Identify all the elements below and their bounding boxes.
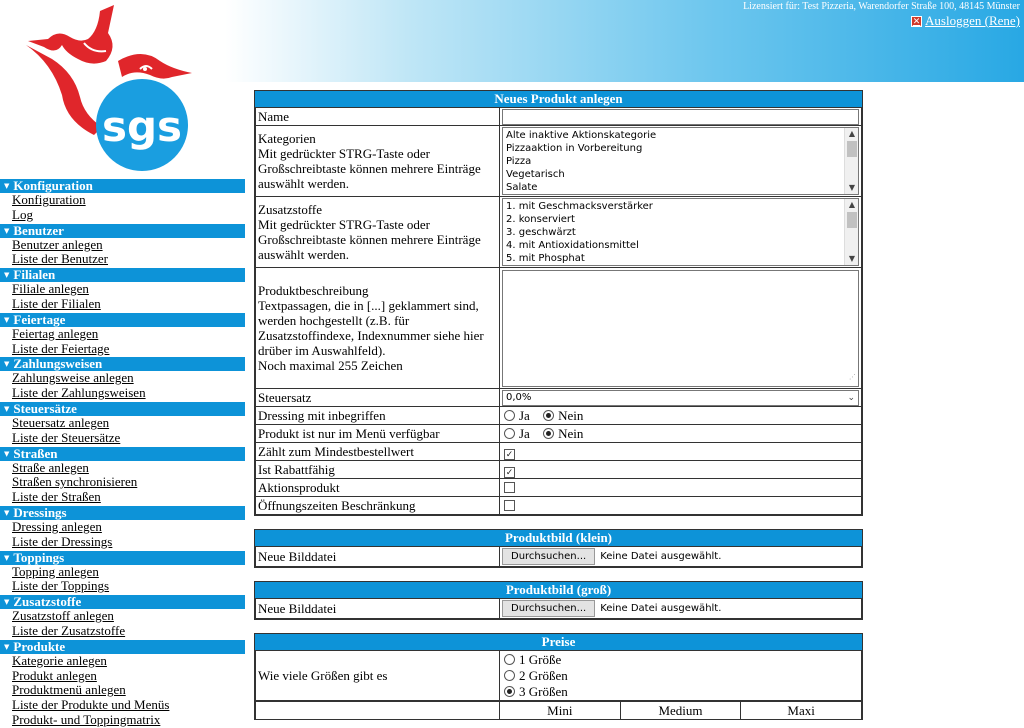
price-column-maxi: Maxi (741, 702, 862, 720)
image-small-status: Keine Datei ausgewählt. (600, 551, 722, 562)
sidebar-link[interactable]: Zusatzstoff anlegen (12, 608, 114, 624)
list-option[interactable]: Alte inaktive Aktionskategorie (506, 130, 657, 141)
sidebar-link[interactable]: Straßen synchronisieren (12, 474, 138, 490)
dressing-yes-radio[interactable] (504, 410, 515, 421)
categories-listbox[interactable] (502, 127, 859, 195)
tax-value: 0,0% (506, 391, 532, 403)
sidebar-link[interactable]: Konfiguration (12, 192, 86, 207)
prices-title: Preise (255, 634, 862, 650)
sidebar-section-header[interactable] (0, 313, 245, 327)
image-small-label: Neue Bilddatei (256, 547, 500, 567)
chevron-down-icon: ▼ (4, 598, 10, 607)
discount-label: Ist Rabattfähig (256, 461, 500, 479)
size-option (502, 652, 859, 668)
list-option[interactable]: Pizzaaktion in Vorbereitung (506, 143, 643, 154)
sizes-label: Wie viele Größen gibt es (256, 651, 500, 701)
chevron-down-icon: ▼ (4, 226, 10, 235)
prices-panel (254, 633, 863, 720)
menu-only-yes-radio[interactable] (504, 428, 515, 439)
chevron-down-icon: ▼ (4, 508, 10, 517)
list-option[interactable]: 5. mit Phosphat (506, 253, 585, 264)
menu-only-yes-label: Ja (519, 426, 530, 441)
size-option-label: 1 Größe (519, 651, 562, 667)
license-text: Lizensiert für: Test Pizzeria, Warendorfer Straße 100, 48145 Münster (743, 1, 1020, 12)
chevron-down-icon: ▼ (4, 271, 10, 280)
sidebar-section-header[interactable] (0, 447, 245, 461)
sidebar-link[interactable]: Liste der Steuersätze (12, 429, 121, 445)
tax-label: Steuersatz (256, 389, 500, 407)
image-large-status: Keine Datei ausgewählt. (600, 603, 722, 614)
dressing-label: Dressing mit inbegriffen (256, 407, 500, 425)
list-option[interactable]: Vegetarisch (506, 169, 565, 180)
chevron-down-icon: ▼ (4, 360, 10, 369)
sidebar-section-title: Produkte (13, 638, 66, 654)
logout-label: Ausloggen (Rene) (925, 13, 1020, 28)
sgs-logo (22, 3, 202, 173)
sidebar-section-header[interactable] (0, 402, 245, 416)
sidebar-nav (0, 178, 245, 728)
sidebar-link[interactable]: Zahlungsweise anlegen (12, 370, 134, 386)
chevron-down-icon: ▼ (4, 404, 10, 413)
sidebar-section-header[interactable] (0, 506, 245, 520)
size-radio[interactable] (504, 686, 515, 697)
menu-only-label: Produkt ist nur im Menü verfügbar (256, 425, 500, 443)
menu-only-no-radio[interactable] (543, 428, 554, 439)
chevron-down-icon: ▼ (4, 553, 10, 562)
sidebar-section-header[interactable] (0, 640, 245, 654)
additives-scrollbar[interactable]: ▲ ▼ (844, 199, 858, 265)
image-large-panel (254, 581, 863, 620)
sidebar-link[interactable]: Produkt- und Toppingmatrix (12, 711, 161, 727)
sidebar-link[interactable]: Liste der Produkte und Menüs (12, 697, 170, 713)
panel-title: Neues Produkt anlegen (255, 91, 862, 107)
sidebar-link[interactable]: Produktmenü anlegen (12, 682, 126, 698)
sidebar-link[interactable]: Dressing anlegen (12, 518, 102, 534)
size-option-label: 3 Größen (519, 683, 568, 699)
description-limit: Noch maximal 255 Zeichen (258, 358, 403, 373)
image-small-browse-button[interactable]: Durchsuchen... (502, 548, 595, 565)
promo-checkbox[interactable] (504, 482, 515, 493)
sidebar-link[interactable]: Log (12, 206, 33, 222)
size-radio[interactable] (504, 670, 515, 681)
list-option[interactable]: Pizza (506, 156, 532, 167)
sidebar-link[interactable]: Topping anlegen (12, 563, 99, 579)
list-option[interactable]: 3. geschwärzt (506, 227, 576, 238)
image-small-panel (254, 529, 863, 568)
image-small-title: Produktbild (klein) (255, 530, 862, 546)
discount-checkbox[interactable]: ✓ (505, 467, 514, 478)
sidebar-section-title: Toppings (13, 549, 65, 565)
size-option (502, 668, 859, 684)
sidebar-section-title: Zahlungsweisen (13, 356, 103, 372)
name-input[interactable] (502, 109, 859, 125)
tax-select[interactable] (502, 390, 859, 406)
close-icon: ✕ (912, 16, 921, 27)
sidebar-section-header[interactable] (0, 595, 245, 609)
chevron-down-icon: ⌄ (847, 392, 855, 403)
name-label: Name (256, 108, 500, 126)
new-product-panel (254, 90, 863, 516)
sidebar-section-header[interactable] (0, 357, 245, 371)
description-textarea[interactable]: ⋰ (502, 270, 859, 387)
sidebar-link[interactable]: Liste der Benutzer (12, 251, 109, 267)
menu-only-no-label: Nein (558, 426, 584, 441)
sidebar-link[interactable]: Liste der Toppings (12, 578, 110, 594)
sidebar-link[interactable]: Kategorie anlegen (12, 652, 107, 668)
chevron-down-icon: ▼ (4, 182, 10, 190)
sidebar-link[interactable]: Feiertag anlegen (12, 325, 99, 341)
dressing-no-radio[interactable] (543, 410, 554, 421)
sidebar-section-title: Filialen (13, 267, 56, 283)
sidebar-link[interactable]: Liste der Dressings (12, 533, 113, 549)
chevron-down-icon: ▼ (4, 642, 10, 651)
sidebar-section-title: Benutzer (13, 222, 64, 238)
description-label: Produktbeschreibung (258, 283, 369, 298)
sidebar-section-title: Konfiguration (13, 178, 93, 193)
sidebar-link[interactable]: Liste der Zusatzstoffe (12, 622, 126, 638)
sidebar-link[interactable]: Produkt anlegen (12, 667, 97, 683)
sidebar-section-title: Feiertage (13, 311, 66, 327)
image-large-title: Produktbild (groß) (255, 582, 862, 598)
dressing-yes-label: Ja (519, 408, 530, 423)
chevron-down-icon: ▼ (4, 449, 10, 458)
price-column-medium: Medium (620, 702, 741, 720)
sidebar-link[interactable]: Filiale anlegen (12, 281, 89, 297)
logout-link[interactable] (911, 13, 1020, 29)
sidebar-section-title: Steuersätze (13, 400, 77, 416)
sidebar-link[interactable]: Liste der Filialen (12, 295, 101, 311)
sidebar-section-header[interactable] (0, 224, 245, 238)
sidebar-section-header[interactable] (0, 268, 245, 282)
size-radio[interactable] (504, 654, 515, 665)
sidebar-link[interactable]: Liste der Zahlungsweisen (12, 385, 146, 401)
hours-checkbox[interactable] (504, 500, 515, 511)
categories-label: Kategorien (258, 131, 316, 146)
min-order-checkbox[interactable]: ✓ (505, 449, 514, 460)
prices-spacer (256, 702, 500, 720)
list-option[interactable]: Salate (506, 182, 538, 193)
size-option (502, 684, 859, 700)
sizes-options (500, 651, 862, 701)
logo-text: sgs (101, 102, 183, 151)
additives-listbox[interactable] (502, 198, 859, 266)
list-option[interactable]: 1. mit Geschmacksverstärker (506, 201, 653, 212)
sidebar-section-header[interactable] (0, 551, 245, 565)
size-option-label: 2 Größen (519, 667, 568, 683)
chevron-down-icon: ▼ (4, 315, 10, 324)
price-column-mini: Mini (500, 702, 621, 720)
sidebar-link[interactable]: Benutzer anlegen (12, 236, 103, 252)
sidebar-section-header[interactable] (0, 179, 245, 193)
sidebar-link[interactable]: Liste der Straßen (12, 489, 101, 505)
sidebar-section-title: Zusatzstoffe (13, 594, 82, 610)
sidebar-section-title: Dressings (13, 504, 67, 520)
additives-hint: Mit gedrückter STRG-Taste oder Großschreibtaste können mehrere Einträge auswählt werden. (258, 217, 481, 262)
dressing-no-label: Nein (558, 408, 584, 423)
additives-label: Zusatzstoffe (258, 202, 323, 217)
image-large-browse-button[interactable]: Durchsuchen... (502, 600, 595, 617)
sidebar-link[interactable]: Liste der Feiertage (12, 340, 110, 356)
promo-label: Aktionsprodukt (256, 479, 500, 497)
hours-label: Öffnungszeiten Beschränkung (256, 497, 500, 515)
list-option[interactable]: 2. konserviert (506, 214, 575, 225)
image-large-label: Neue Bilddatei (256, 599, 500, 619)
description-hint: Textpassagen, die in [...] geklammert sind, werden hochgestellt (z.B. für Zusatzstoffindexe, Indexnummer siehe hier drüber im Auswahlfeld). (258, 298, 484, 358)
sidebar-link[interactable]: Straße anlegen (12, 459, 89, 475)
categories-scrollbar[interactable]: ▲ ▼ (844, 128, 858, 194)
sidebar-section-title: Straßen (13, 445, 58, 461)
sidebar-link[interactable]: Steuersatz anlegen (12, 414, 110, 430)
categories-hint: Mit gedrückter STRG-Taste oder Großschreibtaste können mehrere Einträge auswählt werden. (258, 146, 481, 191)
min-order-label: Zählt zum Mindestbestellwert (256, 443, 500, 461)
list-option[interactable]: 4. mit Antioxidationsmittel (506, 240, 639, 251)
